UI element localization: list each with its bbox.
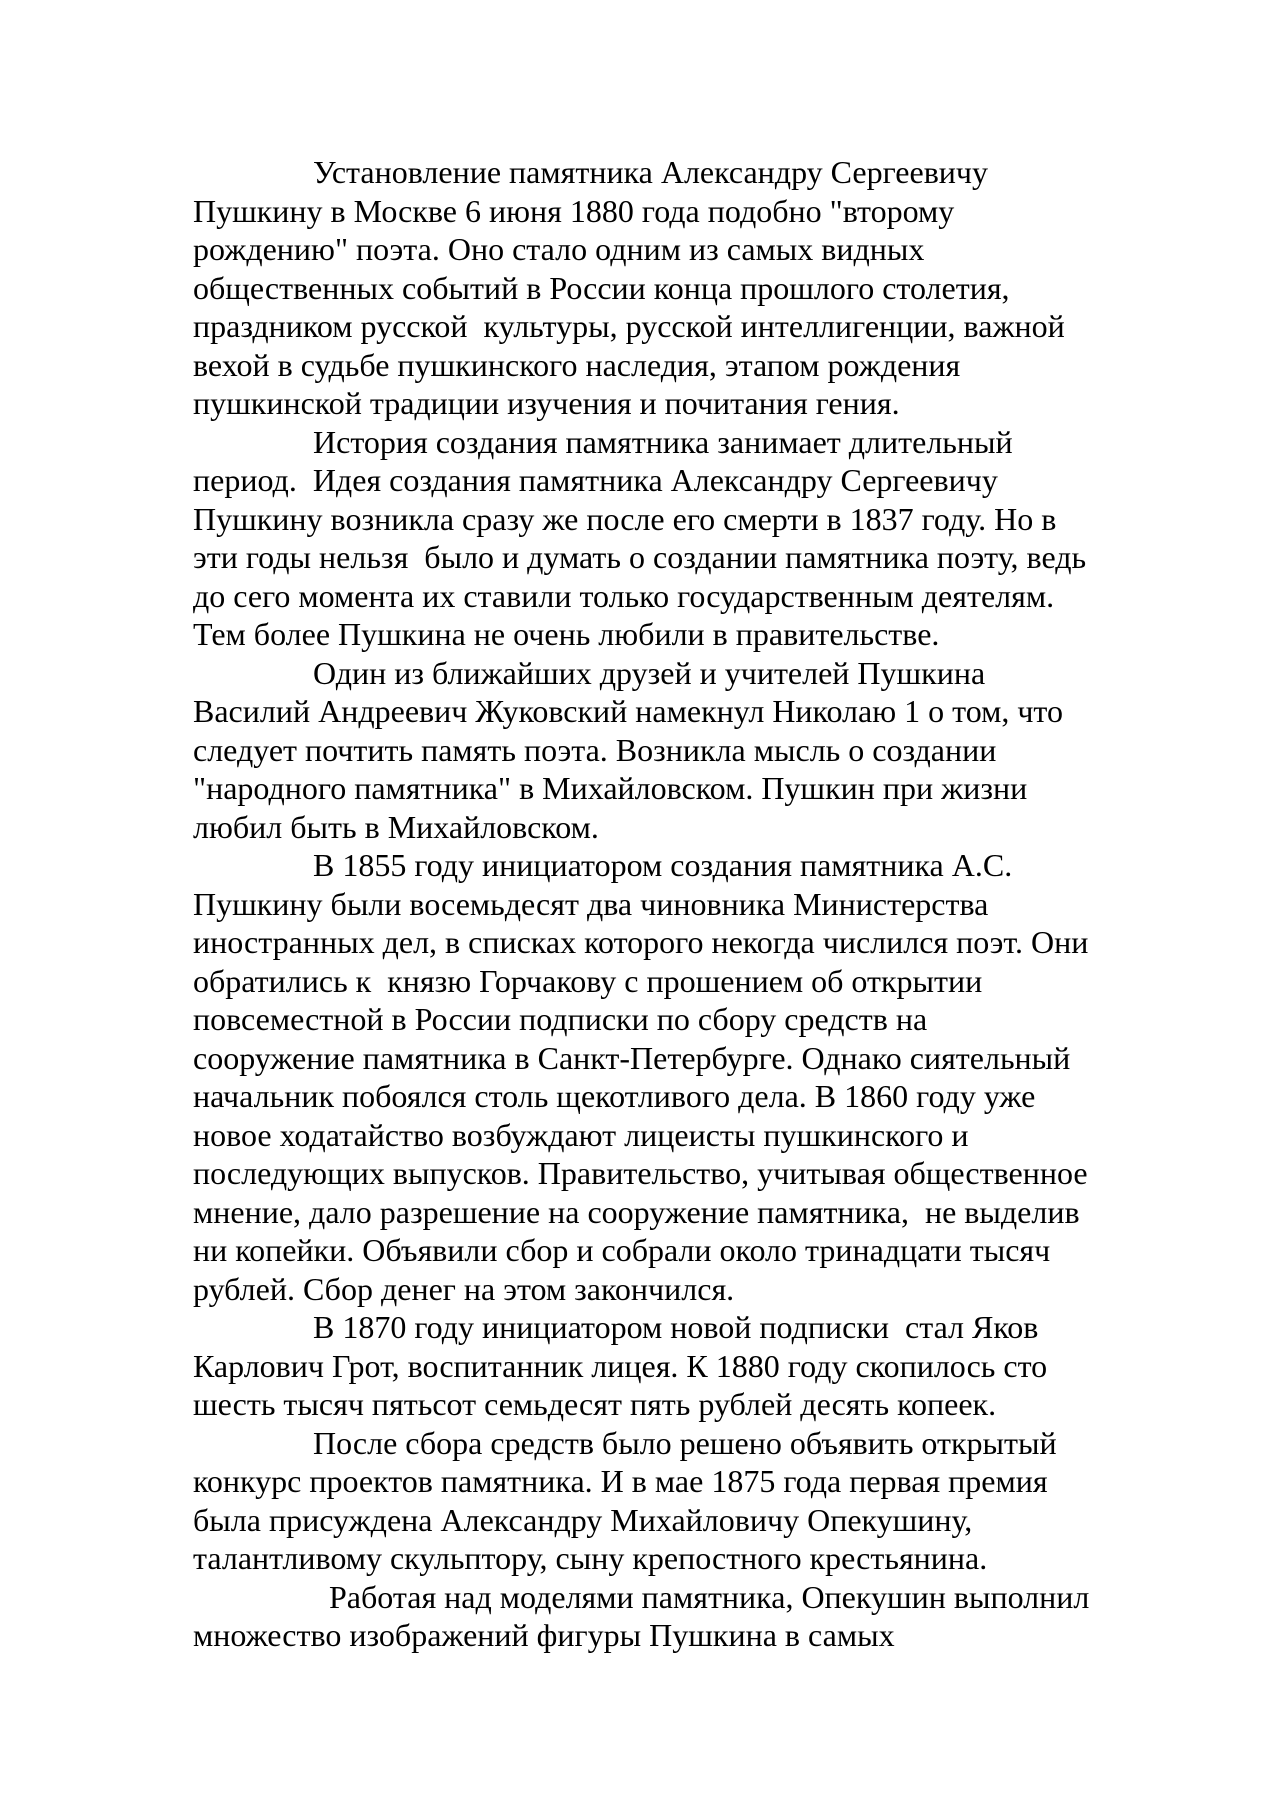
document-line: до сего момента их ставили только государственным деятелям. xyxy=(193,577,1055,614)
document-line: История создания памятника занимает длительный xyxy=(193,423,1013,460)
document-line: "народного памятника" в Михайловском. Пушкин при жизни xyxy=(193,770,1028,806)
document-line: Карлович Грот, воспитанник лицея. К 1880 году скопилось сто xyxy=(193,1347,1048,1384)
document-line: иностранных дел, в списках которого некогда числился поэт. Они xyxy=(193,924,1089,960)
document-line: множество изображений фигуры Пушкина в самых xyxy=(193,1617,895,1653)
document-line: мнение, дало разрешение на сооружение памятника, не выделив xyxy=(193,1193,1080,1230)
document-line: После сбора средств было решено объявить открытый xyxy=(193,1424,1057,1461)
document-line: Тем более Пушкина не очень любили в правительстве. xyxy=(193,616,940,652)
document-line: В 1855 году инициатором создания памятника А.С. xyxy=(193,847,1013,883)
document-line: начальник побоялся столь щекотливого дела. В 1860 году уже xyxy=(193,1078,1036,1114)
document-line: была присуждена Александру Михайловичу Опекушину, xyxy=(193,1501,973,1538)
document-line: рождению" поэта. Оно стало одним из самых видных xyxy=(193,231,925,267)
document-line: любил быть в Михайловском. xyxy=(193,808,599,845)
document-line: В 1870 году инициатором новой подписки стал Яков xyxy=(193,1309,1039,1345)
document-line: ни копейки. Объявили сбор и собрали около тринадцати тысяч xyxy=(193,1232,1051,1268)
document-line: талантливому скульптору, сыну крепостного крестьянина. xyxy=(193,1540,988,1576)
document-line: вехой в судьбе пушкинского наследия, этапом рождения xyxy=(193,346,961,383)
document-line: конкурс проектов памятника. И в мае 1875 года первая премия xyxy=(193,1463,1048,1499)
document-line: Пушкину возникла сразу же после его смерти в 1837 году. Но в xyxy=(193,500,1057,537)
document-line: Установление памятника Александру Сергеевичу xyxy=(193,154,989,190)
document-line: Василий Андреевич Жуковский намекнул Николаю 1 о том, что xyxy=(193,693,1063,729)
document-line: следует почтить память поэта. Возникла мысль о создании xyxy=(193,731,997,768)
document-line: Работая над моделями памятника, Опекушин выполнил xyxy=(193,1578,1090,1615)
document-line: повсеместной в России подписки по сбору средств на xyxy=(193,1001,928,1037)
document-body-text xyxy=(193,153,1193,1655)
document-line: пушкинской традиции изучения и почитания гения. xyxy=(193,385,900,421)
document-line: Пушкину были восемьдесят два чиновника Министерства xyxy=(193,885,989,922)
document-line: сооружение памятника в Санкт-Петербурге. Однако сиятельный xyxy=(193,1039,1071,1076)
document-line: эти годы нельзя было и думать о создании памятника поэту, ведь xyxy=(193,539,1087,575)
document-line: общественных событий в России конца прошлого столетия, xyxy=(193,269,1010,306)
document-line: праздником русской культуры, русской интеллигенции, важной xyxy=(193,308,1065,344)
document-line: рублей. Сбор денег на этом закончился. xyxy=(193,1270,735,1307)
document-line: Один из ближайших друзей и учителей Пушкина xyxy=(193,654,986,691)
document-line: период. Идея создания памятника Александру Сергеевичу xyxy=(193,462,998,498)
document-line: Пушкину в Москве 6 июня 1880 года подобно "второму xyxy=(193,192,955,229)
document-line: обратились к князю Горчакову с прошением об открытии xyxy=(193,962,983,999)
document-line: новое ходатайство возбуждают лицеисты пушкинского и xyxy=(193,1116,969,1153)
document-line: последующих выпусков. Правительство, учитывая общественное xyxy=(193,1155,1088,1191)
document-line: шесть тысяч пятьсот семьдесят пять рублей десять копеек. xyxy=(193,1386,997,1422)
